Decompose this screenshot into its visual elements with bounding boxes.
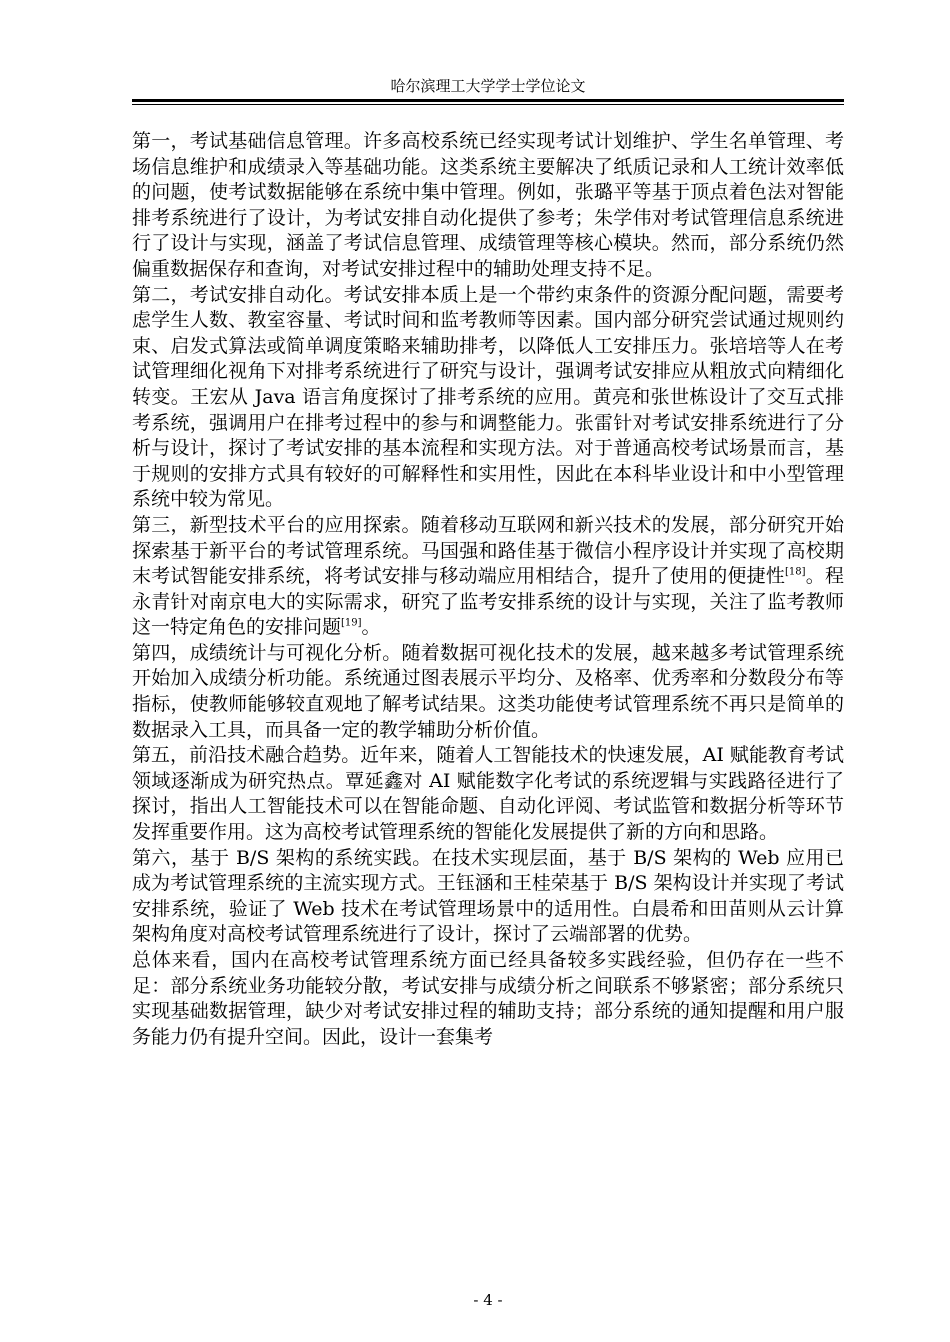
paragraph-3-text-a: 第三，新型技术平台的应用探索。随着移动互联网和新兴技术的发展，部分研究开始探索基于新平台的考试管理系统。马国强和路佳基于微信小程序设计并实现了高校期末考试智能安排系统，将考试安排与移动端应用相结合，提升了使用的便捷性 bbox=[132, 513, 844, 588]
citation-18: [18] bbox=[785, 566, 806, 578]
paragraph-4: 第四，成绩统计与可视化分析。随着数据可视化技术的发展，越来越多考试管理系统开始加入成绩分析功能。系统通过图表展示平均分、及格率、优秀率和分数段分布等指标，使教师能够较直观地了解考试结果。这类功能使考试管理系统不再只是简单的数据录入工具，而具备一定的教学辅助分析价值。 bbox=[132, 641, 844, 741]
paragraph-2: 第二，考试安排自动化。考试安排本质上是一个带约束条件的资源分配问题，需要考虑学生人数、教室容量、考试时间和监考教师等因素。国内部分研究尝试通过规则约束、启发式算法或简单调度策略来辅助排考，以降低人工安排压力。张培培等人在考试管理细化视角下对排考系统进行了研究与设计，强调考试安排应从粗放式向精细化转变。王宏从 Java 语言角度探讨了排考系统的应用。黄亮和张世栋设计了交互式排考系统，强调用户在排考过程中的参与和调整能力。张雷针对考试安排系统进行了分析与设计，探讨了考试安排的基本流程和实现方法。对于普通高校考试场景而言，基于规则的安排方式具有较好的可解释性和实用性，因此在本科毕业设计和中小型管理系统中较为常见。 bbox=[132, 283, 844, 511]
paragraph-6: 第六，基于 B/S 架构的系统实践。在技术实现层面，基于 B/S 架构的 Web 应用已成为考试管理系统的主流实现方式。王钰涵和王桂荣基于 B/S 架构设计并实现了考试安排系统，验证了 Web 技术在考试管理场景中的适用性。白晨希和田苗则从云计算架构角度对高校考试管理系统进行了设计，探讨了云端部署的优势。 bbox=[132, 846, 844, 946]
paragraph-5: 第五，前沿技术融合趋势。近年来，随着人工智能技术的快速发展，AI 赋能教育考试领域逐渐成为研究热点。覃延鑫对 AI 赋能数字化考试的系统逻辑与实践路径进行了探讨，指出人工智能技术可以在智能命题、自动化评阅、考试监管和数据分析等环节发挥重要作用。这为高校考试管理系统的智能化发展提供了新的方向和思路。 bbox=[132, 744, 844, 844]
header-rule-thick bbox=[132, 99, 844, 102]
paragraph-3-text-b: 。程永青针对南京电大的实际需求，研究了监考安排系统的设计与实现，关注了监考教师这一特定角色的安排问题 bbox=[132, 565, 844, 639]
body-text bbox=[132, 129, 844, 1050]
paragraph-7: 总体来看，国内在高校考试管理系统方面已经具备较多实践经验，但仍存在一些不足：部分系统业务功能较分散，考试安排与成绩分析之间联系不够紧密；部分系统只实现基础数据管理，缺少对考试安排过程的辅助支持；部分系统的通知提醒和用户服务能力仍有提升空间。因此，设计一套集考 bbox=[132, 949, 844, 1048]
paragraph-3-text-c: 。 bbox=[361, 616, 381, 639]
paragraph-1: 第一，考试基础信息管理。许多高校系统已经实现考试计划维护、学生名单管理、考场信息维护和成绩录入等基础功能。这类系统主要解决了纸质记录和人工统计效率低的问题，使考试数据能够在系统中集中管理。例如，张璐平等基于顶点着色法对智能排考系统进行了设计，为考试安排自动化提供了参考；朱学伟对考试管理信息系统进行了设计与实现，涵盖了考试信息管理、成绩管理等核心模块。然而，部分系统仍然偏重数据保存和查询，对考试安排过程中的辅助处理支持不足。 bbox=[132, 130, 844, 280]
citation-19: [19] bbox=[341, 617, 362, 629]
paragraph-3 bbox=[132, 513, 844, 641]
header-rule-thin bbox=[132, 104, 844, 105]
page-number: - 4 - bbox=[473, 1291, 503, 1309]
running-header: 哈尔滨理工大学学士学位论文 bbox=[390, 77, 586, 95]
